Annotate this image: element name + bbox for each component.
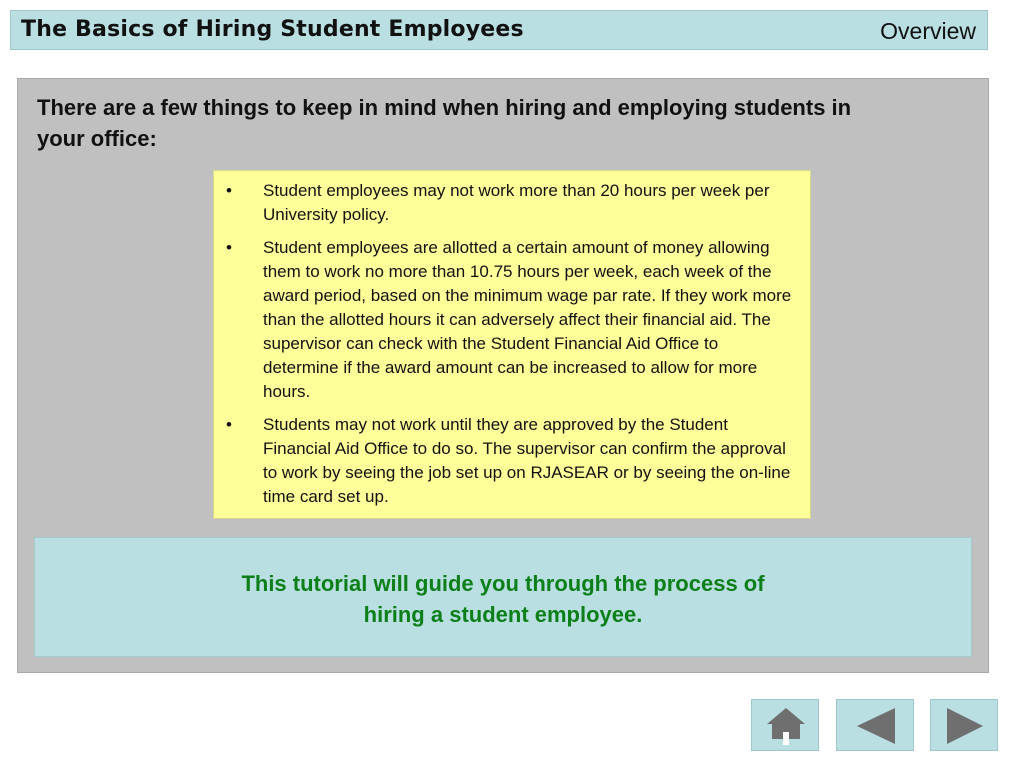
home-button[interactable] bbox=[751, 699, 819, 751]
forward-arrow-icon bbox=[931, 700, 999, 752]
tutorial-line-1: This tutorial will guide you through the process of bbox=[241, 571, 765, 596]
list-item bbox=[224, 236, 798, 404]
back-arrow-icon bbox=[837, 700, 915, 752]
section-label: Overview bbox=[880, 18, 976, 44]
notes-box bbox=[213, 170, 811, 519]
home-icon bbox=[752, 700, 820, 752]
list-item-text: Students may not work until they are approved by the Student Financial Aid Office to do so. The supervisor can confirm the approval to work by seeing the job set up on RJASEAR or by seeing the on-line time card set up. bbox=[263, 415, 791, 506]
forward-button[interactable] bbox=[930, 699, 998, 751]
bullet-icon: • bbox=[226, 181, 232, 200]
bullet-icon: • bbox=[226, 415, 232, 434]
title-bar bbox=[10, 10, 988, 50]
bullet-icon: • bbox=[226, 238, 232, 257]
intro-text: There are a few things to keep in mind when hiring and employing students in your office: bbox=[37, 95, 852, 151]
tutorial-text bbox=[35, 568, 971, 630]
list-item bbox=[224, 179, 798, 227]
back-button[interactable] bbox=[836, 699, 914, 751]
tutorial-line-2: hiring a student employee. bbox=[363, 602, 643, 627]
page-title: The Basics of Hiring Student Employees bbox=[21, 17, 524, 42]
list-item-text: Student employees may not work more than 20 hours per week per University policy. bbox=[263, 181, 770, 224]
list-item-text: Student employees are allotted a certain amount of money allowing them to work no more than 10.75 hours per week, each week of the award period, based on the minimum wage par rate. If they work more than the allotted hours it can adversely affect their financial aid. The supervisor can check with the Student Financial Aid Office to determine if the award amount can be increased to allow for more hours. bbox=[263, 238, 792, 401]
tutorial-callout bbox=[34, 537, 972, 657]
list-item bbox=[224, 413, 798, 509]
